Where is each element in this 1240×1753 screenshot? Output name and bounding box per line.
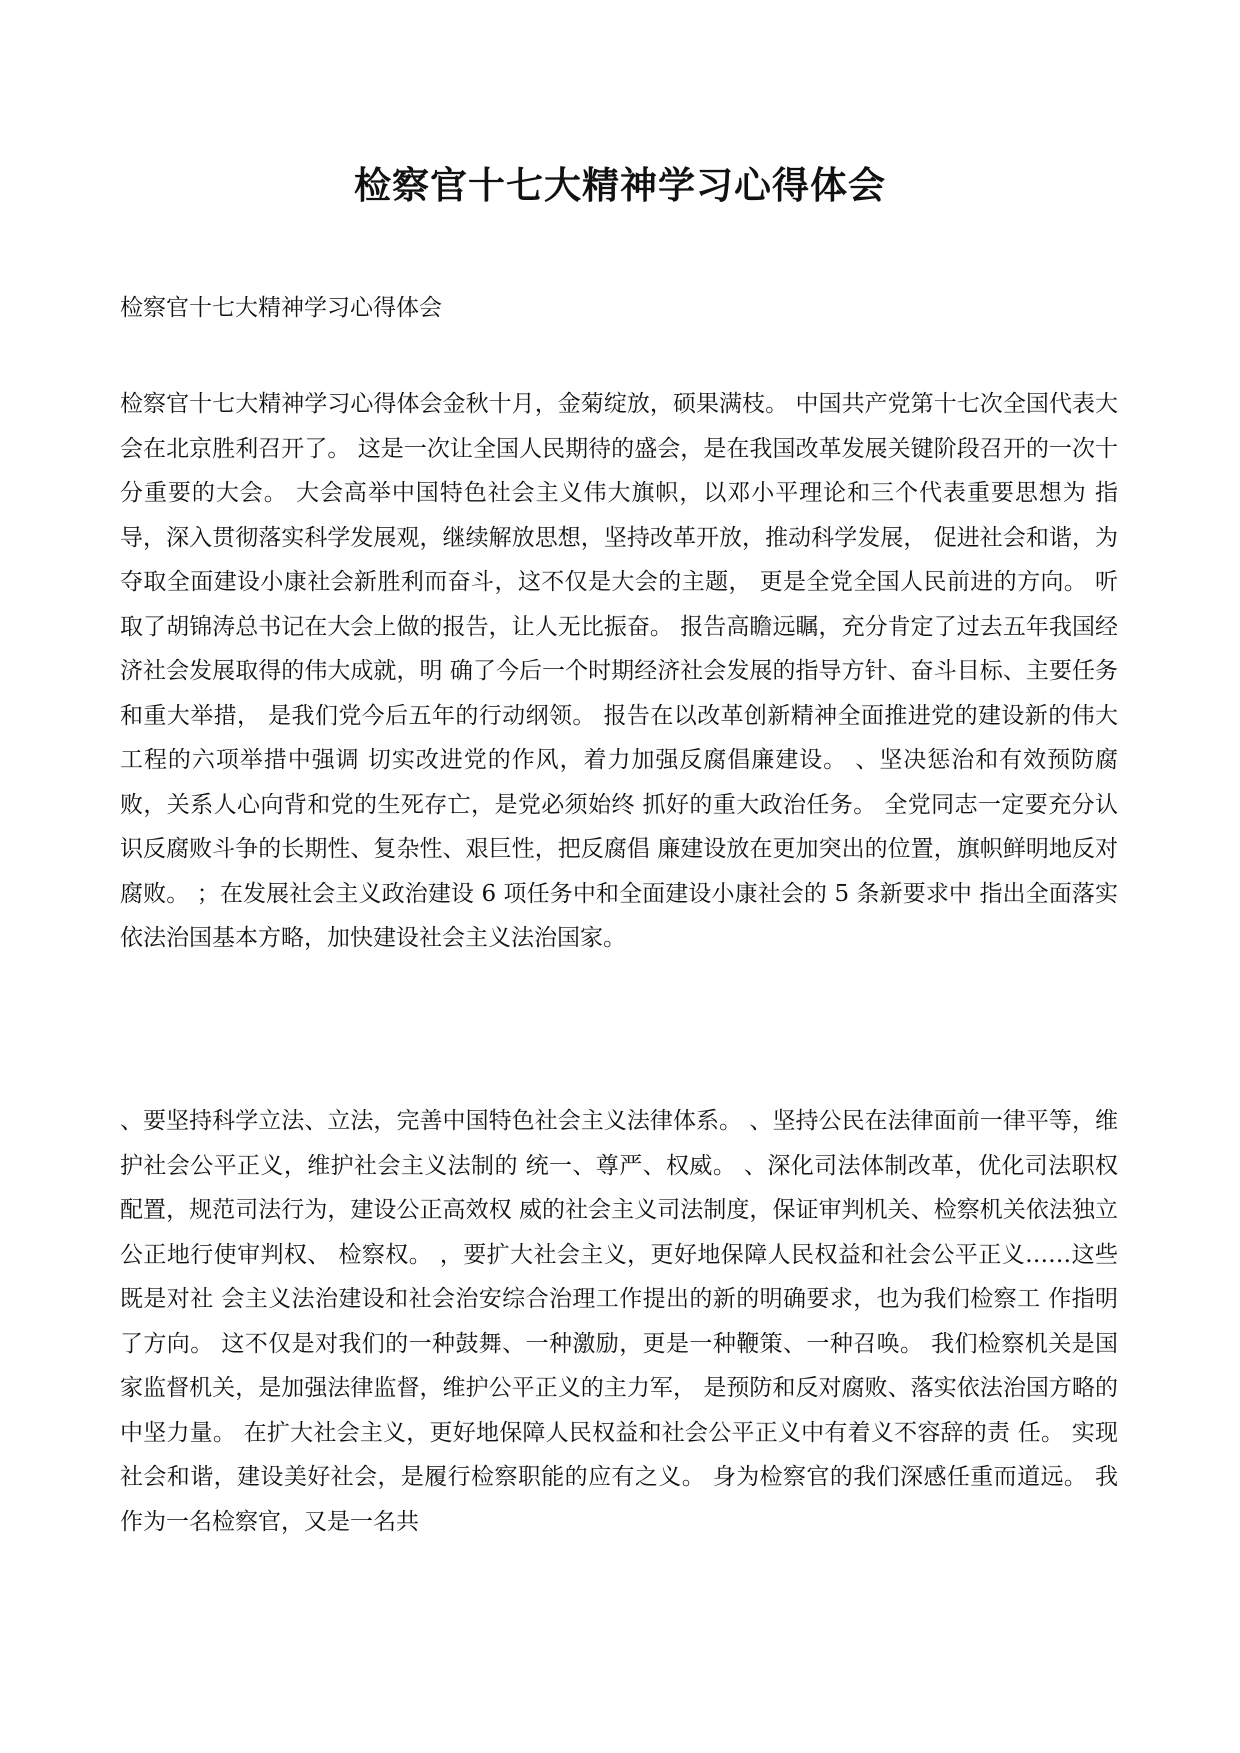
body-paragraph-1: 检察官十七大精神学习心得体会金秋十月，金菊绽放，硕果满枝。 中国共产党第十七次全国代表大会在北京胜利召开了。 这是一次让全国人民期待的盛会，是在我国改革发展关键阶段召开的一次十 分重要的大会。 大会高举中国特色社会主义伟大旗帜，以邓小平理论和三个代表重要思想为 指导，深入贯彻落实科学发展观，继续解放思想，坚持改革开放，推动科学发展， 促进社会和谐，为夺取全面建设小康社会新胜利而奋斗，这不仅是大会的主题， 更是全党全国人民前进的方向。 听取了胡锦涛总书记在大会上做的报告，让人无比振奋。 报告高瞻远瞩，充分肯定了过去五年我国经济社会发展取得的伟大成就，明 确了今后一个时期经济社会发展的指导方针、奋斗目标、主要任务和重大举措， 是我们党今后五年的行动纲领。 报告在以改革创新精神全面推进党的建设新的伟大工程的六项举措中强调 切实改进党的作风，着力加强反腐倡廉建设。 、坚决惩治和有效预防腐败，关系人心向背和党的生死存亡，是党必须始终 抓好的重大政治任务。 全党同志一定要充分认识反腐败斗争的长期性、复杂性、艰巨性，把反腐倡 廉建设放在更加突出的位置，旗帜鲜明地反对腐败。 ；在发展社会主义政治建设 6 项任务中和全面建设小康社会的 5 条新要求中 指出全面落实依法治国基本方略，加快建设社会主义法治国家。 — [120, 391, 1118, 951]
body-paragraph-2: 、要坚持科学立法、立法，完善中国特色社会主义法律体系。 、坚持公民在法律面前一律平等，维护社会公平正义，维护社会主义法制的 统一、尊严、权威。 、深化司法体制改革，优化司法职权配置，规范司法行为，建设公正高效权 威的社会主义司法制度，保证审判机关、检察机关依法独立公正地行使审判权、 检察权。 ，要扩大社会主义，更好地保障人民权益和社会公平正义……这些既是对社 会主义法治建设和社会治安综合治理工作提出的新的明确要求，也为我们检察工 作指明了方向。 这不仅是对我们的一种鼓舞、一种激励，更是一种鞭策、一种召唤。 我们检察机关是国家监督机关，是加强法律监督，维护公平正义的主力军， 是预防和反对腐败、落实依法治国方略的中坚力量。 在扩大社会主义，更好地保障人民权益和社会公平正义中有着义不容辞的责 任。 实现社会和谐，建设美好社会，是履行检察职能的应有之义。 身为检察官的我们深感任重而道远。 我作为一名检察官，又是一名共 — [120, 1108, 1118, 1535]
document-title: 检察官十七大精神学习心得体会 — [354, 163, 886, 207]
document-subtitle: 检察官十七大精神学习心得体会 — [120, 295, 442, 321]
